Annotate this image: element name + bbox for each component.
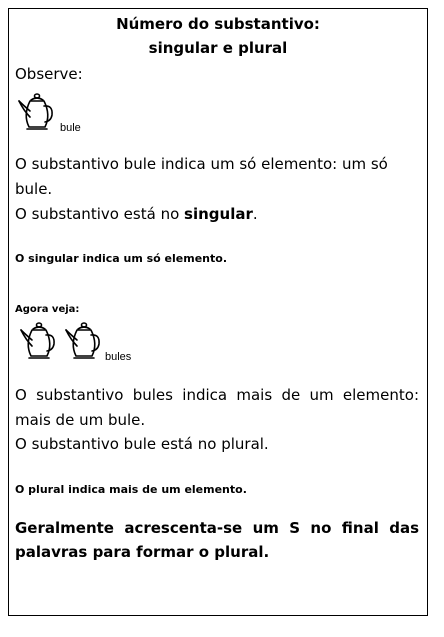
teapot-icon [64, 318, 102, 360]
paragraph-1-line-3 [15, 205, 258, 223]
title-line-1: Número do substantivo: [116, 15, 320, 33]
paragraph-2-line-3: O substantivo bule está no plural. [15, 435, 269, 453]
teapot-icon [19, 318, 57, 360]
rule-line-1: Geralmente acrescenta-se um S no final das [15, 519, 419, 537]
worksheet [8, 8, 428, 616]
agora-veja-label: Agora veja: [15, 304, 80, 315]
caption-bule: bule [60, 122, 81, 134]
singular-word: singular [184, 205, 253, 223]
paragraph-1-line-3-prefix: O substantivo está no [15, 205, 185, 223]
rule-line-2: palavras para formar o plural. [15, 543, 270, 561]
paragraph-1-line-3-suffix: . [252, 205, 258, 223]
caption-bules: bules [105, 351, 132, 363]
title-line-2: singular e plural [148, 39, 288, 57]
paragraph-1-line-1: O substantivo bule indica um só elemento: um só [15, 155, 388, 173]
teapot-icon [17, 89, 55, 131]
note-singular: O singular indica um só elemento. [15, 252, 227, 265]
paragraph-1-line-2: bule. [15, 180, 53, 198]
paragraph-2-line-1: O substantivo bules indica mais de um elemento: [15, 386, 419, 404]
paragraph-2-line-2: mais de um bule. [15, 411, 146, 429]
note-plural: O plural indica mais de um elemento. [15, 483, 247, 496]
observe-label: Observe: [15, 65, 83, 83]
